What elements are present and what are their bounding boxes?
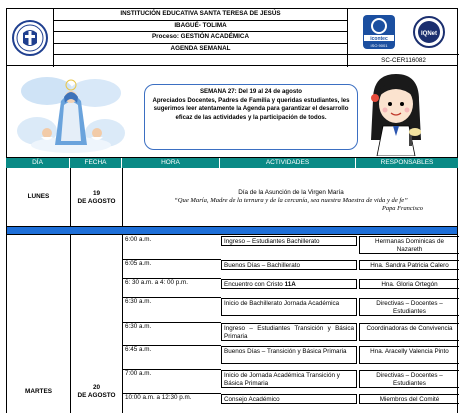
slot-time: 10:00 a.m. a 12:30 p.m. xyxy=(125,394,192,401)
institution-name: INSTITUCIÓN EDUCATIVA SANTA TERESA DE JESÚS xyxy=(54,9,347,21)
day-label: LUNES xyxy=(7,168,71,226)
schedule-row xyxy=(123,278,459,289)
event-title: Día de la Asunción de la Virgen María xyxy=(238,189,344,196)
document-code: SC-CER116082 xyxy=(381,57,426,64)
holiday-event xyxy=(123,168,459,226)
iqnet-logo-text: IQNet xyxy=(420,30,437,37)
date-cell xyxy=(71,168,123,226)
message-bubble xyxy=(144,84,358,150)
day-row-martes xyxy=(6,235,458,413)
slot-responsible: Miembros del Comité xyxy=(359,394,459,404)
slot-activity xyxy=(221,279,357,289)
week-line: SEMANA 27: Del 19 al 24 de agosto xyxy=(199,88,303,95)
col-header-fecha: FECHA xyxy=(70,158,122,168)
icontec-logo-icon xyxy=(361,13,397,51)
icontec-logo-text: icontec xyxy=(370,35,389,42)
day-row-lunes xyxy=(6,168,458,227)
day-separator-bar xyxy=(6,227,458,235)
slot-responsible: Hna. Sandra Patricia Calero xyxy=(359,260,459,270)
slot-activity: Ingreso – Estudiantes Transición y Básica Primaria xyxy=(221,323,357,341)
slot-activity: Buenos Días – Transición y Básica Primaria xyxy=(221,346,357,364)
slot-time: 6:30 a.m. xyxy=(125,298,152,305)
schedule-row xyxy=(123,259,459,270)
slot-time: 7:00 a.m. xyxy=(125,370,152,377)
slot-time: 6:45 a.m. xyxy=(125,346,152,353)
schedule-row xyxy=(123,322,459,341)
col-header-responsables: RESPONSABLES xyxy=(380,159,434,166)
process-name: Proceso: GESTIÓN ACADÉMICA xyxy=(54,32,347,44)
iqnet-logo-icon xyxy=(412,15,446,49)
col-header-hora: HORA xyxy=(122,158,220,168)
document-title: AGENDA SEMANAL xyxy=(54,44,347,56)
institution-location: IBAGUÉ- TOLIMA xyxy=(54,21,347,33)
agenda-table-header xyxy=(6,158,458,168)
document-header xyxy=(6,8,458,66)
date-month: DE AGOSTO xyxy=(77,198,116,205)
slot-responsible: Directivas – Docentes – Estudiantes xyxy=(359,370,459,388)
day-label: MARTES xyxy=(7,235,71,413)
schedule-row xyxy=(123,393,459,404)
slot-activity: Inicio de Jornada Académica Transición y Básica Primaria xyxy=(221,370,357,388)
event-quote: “Que María, Madre de la ternura y de la cercanía, sea nuestra Maestra de vida y de fe” xyxy=(174,197,408,204)
slot-time: 6:00 a.m. xyxy=(125,236,152,243)
slot-activity: Ingreso – Estudiantes Bachillerato xyxy=(221,236,357,246)
week-banner xyxy=(6,66,458,158)
virgin-mary-illustration-icon xyxy=(17,71,125,153)
school-crest-icon xyxy=(11,19,49,57)
slot-time: 6:05 a.m. xyxy=(125,260,152,267)
schedule-row xyxy=(123,369,459,388)
slot-activity: Buenos Días – Bachillerato xyxy=(221,260,357,270)
slot-activity: Inicio de Bachillerato Jornada Académica xyxy=(221,298,357,316)
slot-activity-text: Encuentro con Cristo xyxy=(224,281,285,288)
slot-responsible: Coordinadoras de Convivencia xyxy=(359,323,459,341)
school-logo xyxy=(7,9,54,67)
slot-responsible: Hna. Gloria Ortegón xyxy=(359,279,459,289)
schedule-row xyxy=(123,297,459,316)
slot-activity: Consejo Académico xyxy=(221,394,357,404)
date-cell xyxy=(71,235,123,413)
schedule-row xyxy=(123,235,459,254)
slot-responsible: Hermanas Dominicas de Nazareth xyxy=(359,236,459,254)
slot-responsible: Directivas – Docentes – Estudiantes xyxy=(359,298,459,316)
col-header-actividades: ACTIVIDADES xyxy=(220,158,356,168)
quote-author: Papa Francisco xyxy=(382,205,423,212)
slot-activity-group: 11A xyxy=(284,281,296,288)
icontec-iso-text: ISO 9001 xyxy=(370,42,388,48)
header-titles xyxy=(54,9,347,67)
week-message: Apreciados Docentes, Padres de Familia y queridas estudiantes, les sugerimos leer atentamente la Agenda para garantizar el desarrollo eficaz de las actividades y la participación de todos. xyxy=(152,96,350,121)
slot-responsible: Hna. Aracelly Valencia Pinto xyxy=(359,346,459,364)
date-number: 19 xyxy=(92,190,101,197)
col-header-dia: DÍA xyxy=(6,158,70,168)
schedule-row xyxy=(123,345,459,364)
date-month: DE AGOSTO xyxy=(77,392,116,399)
slot-time: 6:30 a.m. xyxy=(125,323,152,330)
certification-area xyxy=(347,9,459,67)
date-number: 20 xyxy=(92,384,101,391)
student-girl-illustration-icon xyxy=(363,70,429,156)
slot-time: 6: 30 a.m. a 4: 00 p.m. xyxy=(125,279,189,286)
